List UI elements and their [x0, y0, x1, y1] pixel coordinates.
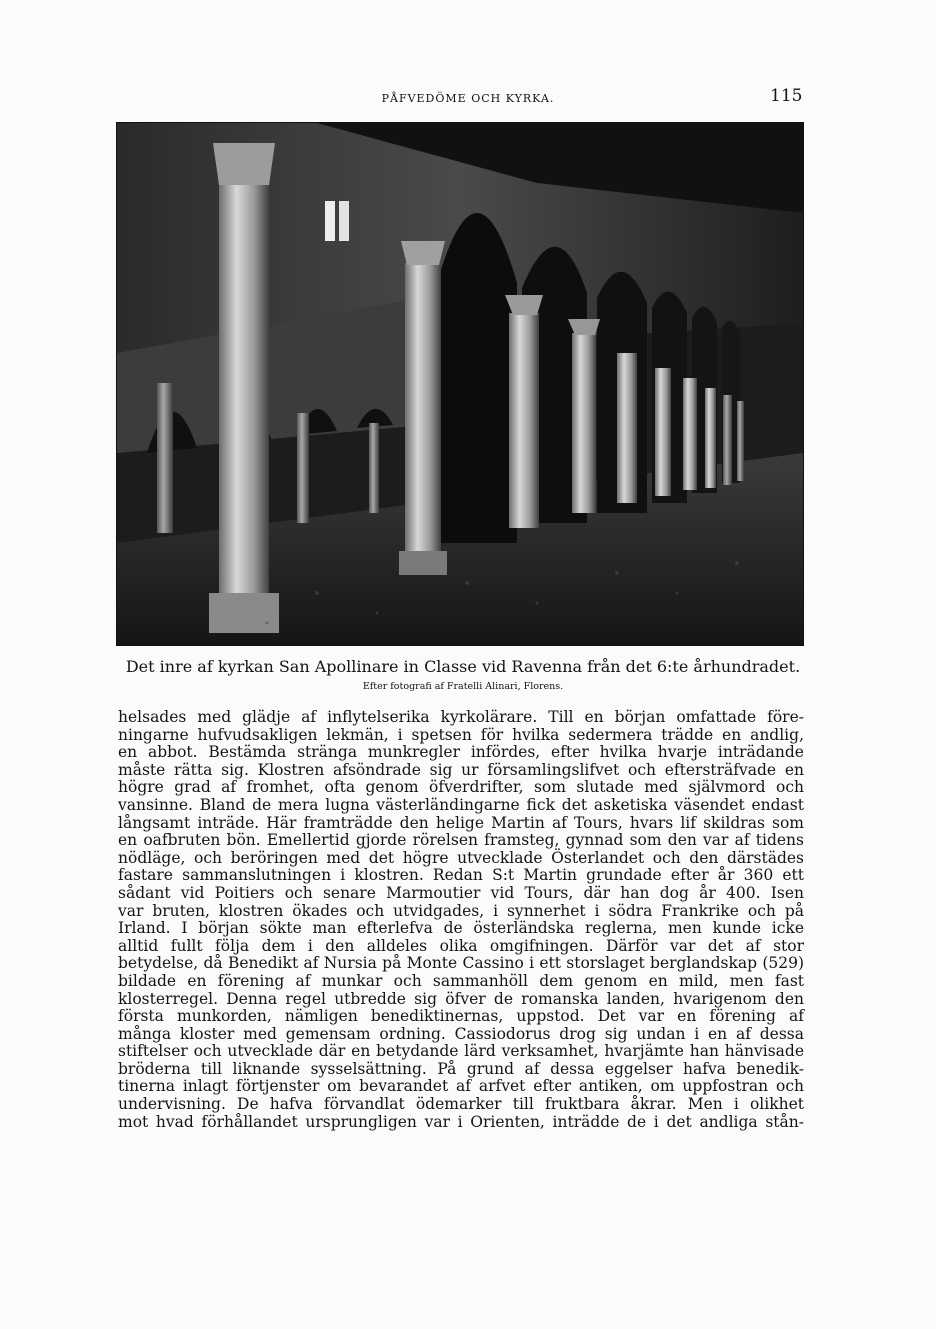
- text-line: ningarne hufvudsakligen lekmän, i spetsen för hvilka sedermera trädde en andlig,: [118, 725, 804, 744]
- text-line: mot hvad förhållandet ursprungligen var i Orienten, inträdde de i det andliga stån-: [118, 1112, 804, 1131]
- text-line: helsades med glädje af inflytelserika kyrkolärare. Till en början omfattade före-: [118, 708, 804, 726]
- text-line: nödläge, och beröringen med det högre utvecklade Österlandet och den därstädes: [118, 848, 804, 867]
- text-line: många kloster med gemensam ordning. Cassiodorus drog sig undan i en af dessa: [118, 1024, 804, 1043]
- basilica-nave-photo: [116, 122, 804, 646]
- text-line: en oafbruten bön. Emellertid gjorde rörelsen framsteg, gynnad som den var af tidens: [118, 831, 804, 850]
- body-text: [118, 709, 804, 1131]
- text-line: Irland. I början sökte man efterlefva de österländska reglerna, men kunde icke: [118, 919, 804, 938]
- text-line: tinerna inlagt förtjenster om bevarandet af arfvet efter antiken, om uppfostran och: [118, 1077, 804, 1096]
- text-line: klosterregel. Denna regel utbredde sig öfver de romanska landen, hvarigenom den: [118, 989, 804, 1008]
- text-line: högre grad af fromhet, ofta genom öfverdrifter, som slutade med självmord och: [118, 778, 804, 797]
- text-line: undervisning. De hafva förvandlat ödemarker till fruktbara åkrar. Men i olikhet: [118, 1095, 804, 1114]
- running-title: PÅFVEDÖME OCH KYRKA.: [381, 92, 555, 105]
- text-line: var bruten, klostren ökades och utvidgades, i synnerhet i södra Frankrike och på: [118, 901, 804, 920]
- text-line: sådant vid Poitiers och senare Marmoutier vid Tours, där han dog år 400. Isen: [118, 883, 804, 902]
- text-line: bröderna till liknande sysselsättning. På grund af dessa eggelser hafva benedik-: [118, 1059, 804, 1078]
- text-line: stiftelser och utvecklade där en betydande lärd verksamhet, hvarjämte han hänvisade: [118, 1042, 804, 1061]
- text-line: första munkorden, nämligen benediktinernas, uppstod. Det var en förening af: [118, 1007, 804, 1026]
- figure-caption: Det inre af kyrkan San Apollinare in Classe vid Ravenna från det 6:te århundradet.: [125, 657, 801, 676]
- text-line: bildade en förening af munkar och sammanhöll dem genom en mild, men fast: [118, 971, 804, 990]
- text-line: fastare sammanslutningen i klostren. Redan S:t Martin grundade efter år 360 ett: [118, 866, 804, 885]
- text-line: alltid fullt följa dem i den alldeles olika omgifningen. Därför var det af stor: [118, 936, 804, 955]
- photo-illustration-icon: [117, 123, 803, 645]
- text-line: betydelse, då Benedikt af Nursia på Monte Cassino i ett storslaget berglandskap (529): [118, 954, 804, 973]
- text-line: en abbot. Bestämda stränga munkregler infördes, efter hvilka hvarje inträdande: [118, 743, 804, 762]
- text-line: måste rätta sig. Klostren afsöndrade sig ur församlingslifvet och eftersträfvade en: [118, 760, 804, 779]
- text-line: vansinne. Bland de mera lugna västerländingarne fick det asketiska väsendet endast: [118, 795, 804, 814]
- page-number: 115: [770, 86, 803, 106]
- text-line: långsamt inträde. Här framträdde den helige Martin af Tours, hvars lif skildras som: [118, 813, 804, 832]
- photo-credit: Efter fotografi af Fratelli Alinari, Florens.: [362, 681, 564, 692]
